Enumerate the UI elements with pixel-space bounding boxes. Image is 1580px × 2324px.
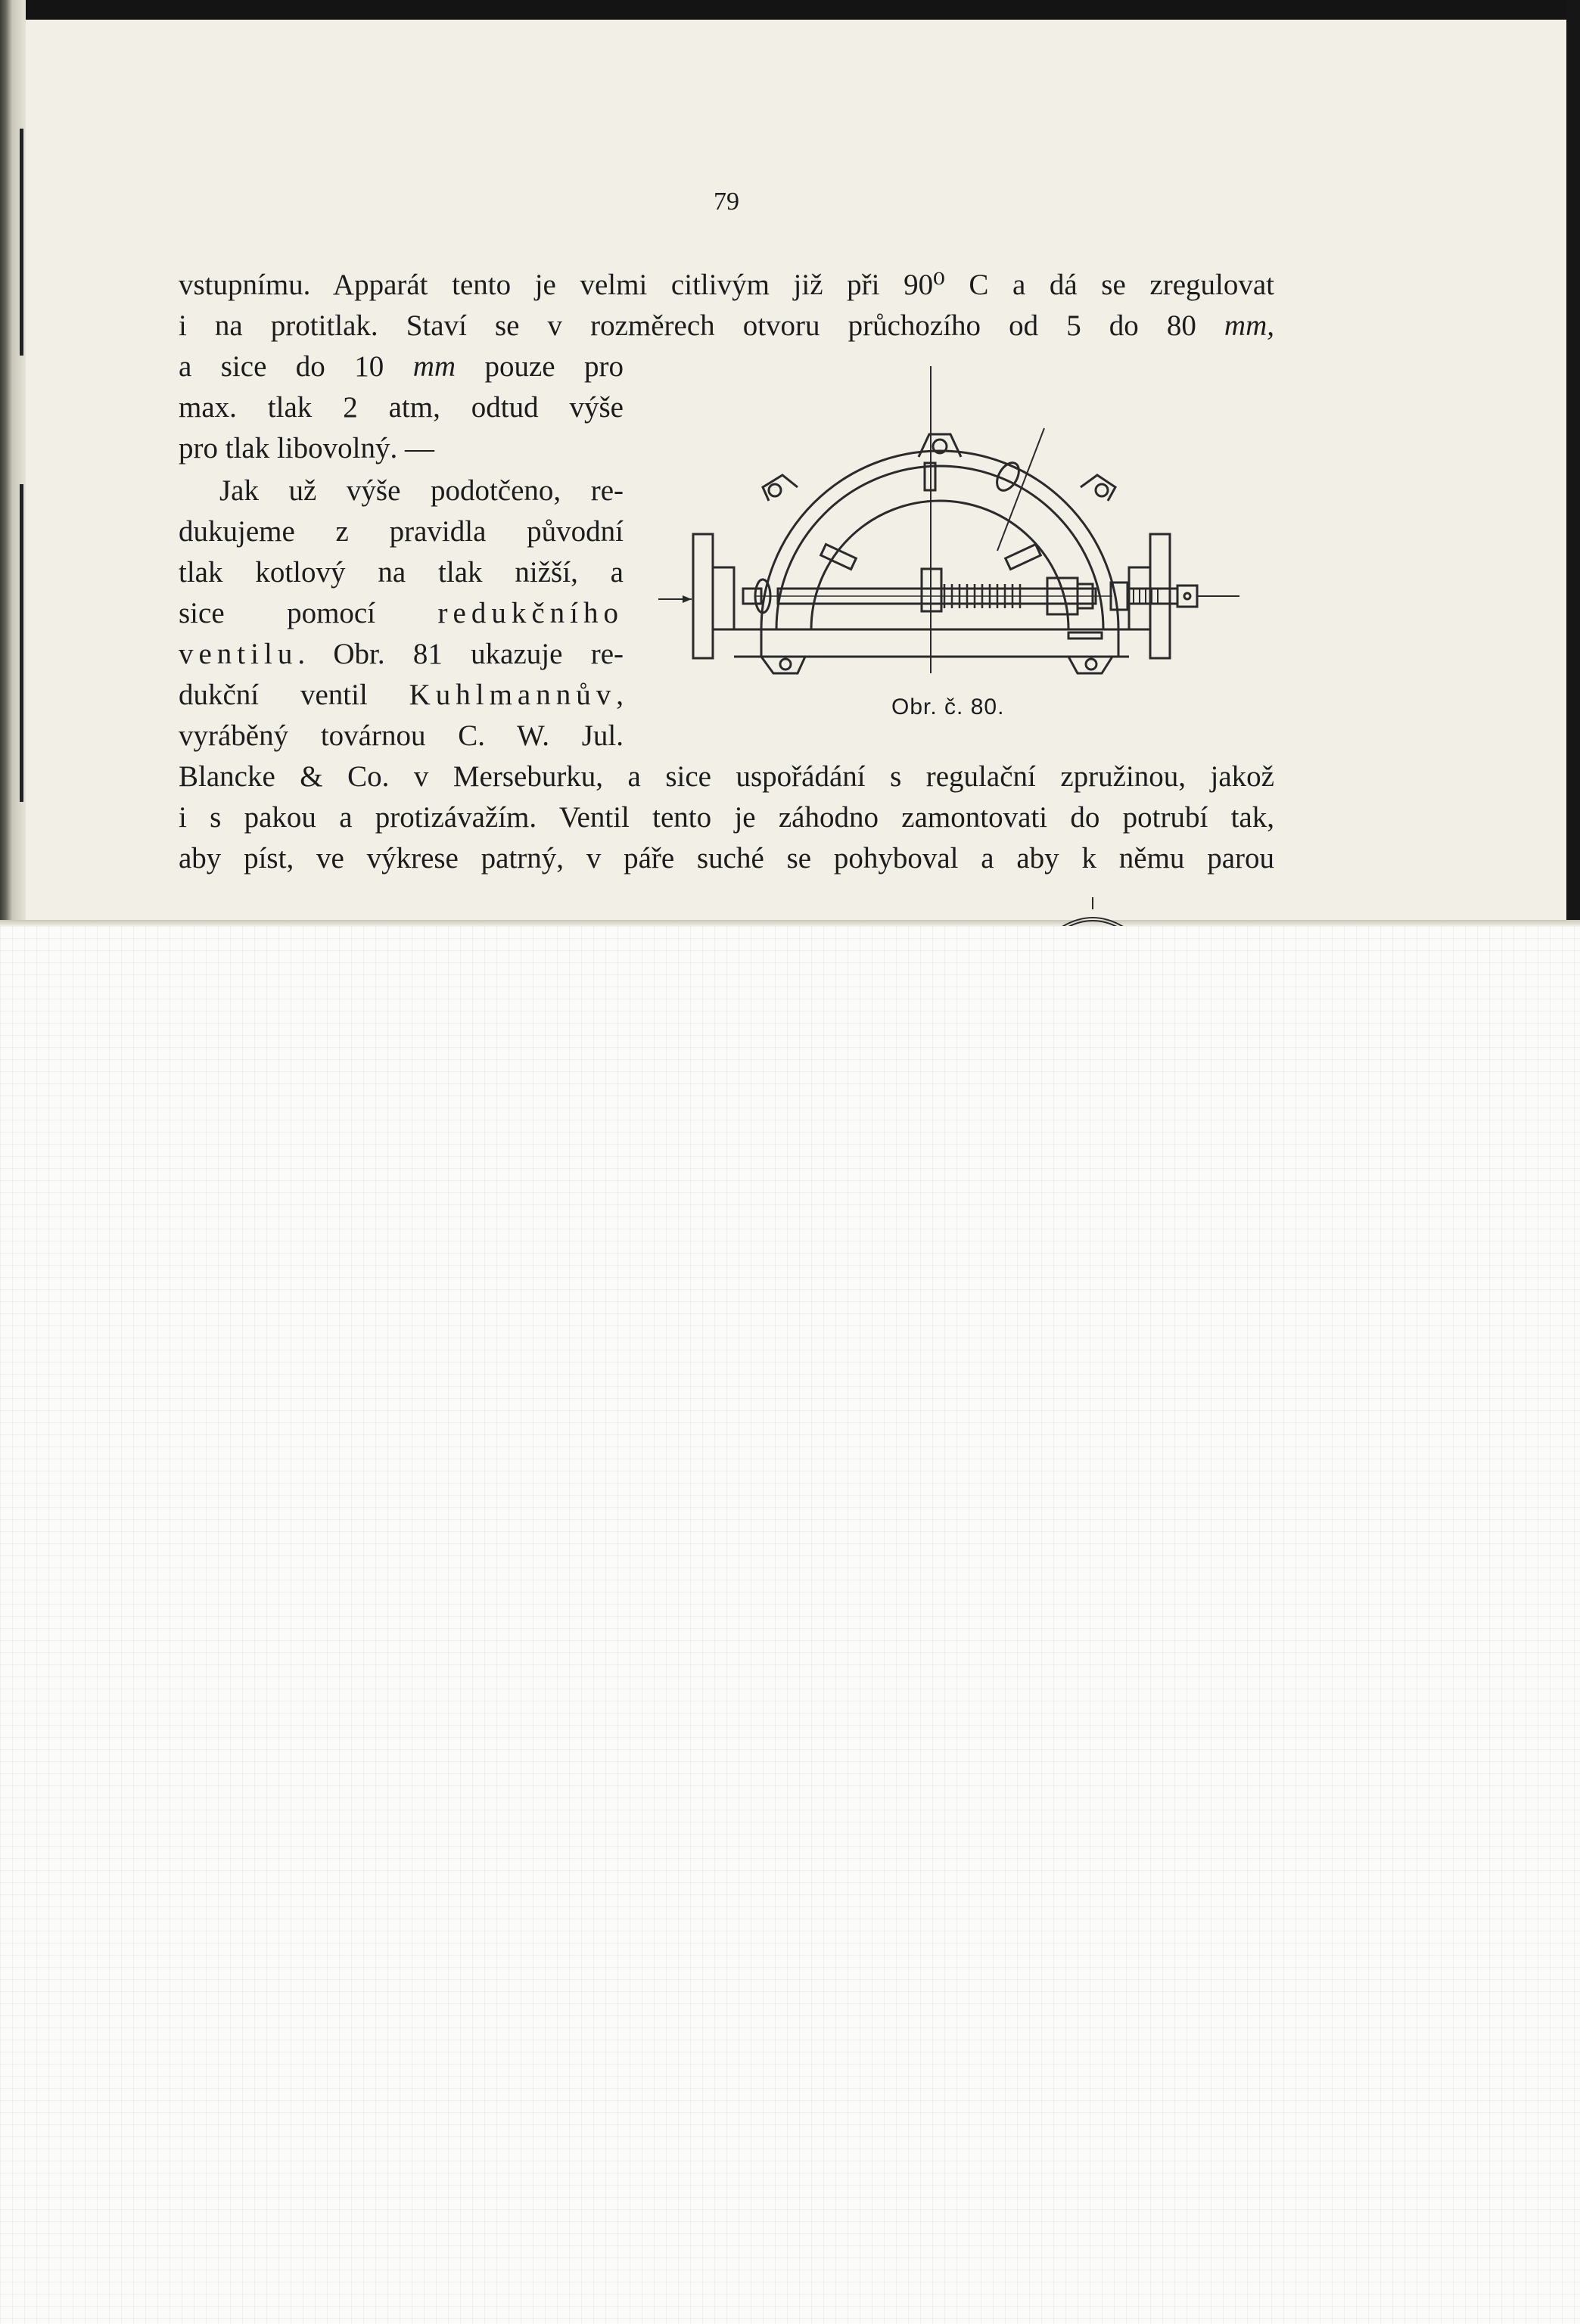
figure-valve-drawing — [649, 362, 1264, 719]
text-line-8: tlak kotlový na tlak nižší, a — [179, 556, 624, 589]
page-number: 79 — [714, 188, 739, 216]
text-line-10: ventilu. Obr. 81 ukazuje re- — [179, 638, 624, 670]
scan-bottom-edge — [0, 920, 1580, 926]
scan-top-border — [0, 0, 1580, 20]
valve-technical-drawing — [649, 362, 1264, 710]
text-line-13: Blancke & Co. v Merseburku, a sice uspořádání s regulační zpružinou, jakož — [179, 760, 1274, 793]
text-line-11: dukční ventil Kuhlmannův, — [179, 679, 624, 711]
text-line-1: vstupnímu. Apparát tento je velmi citlivým již při 90⁰ C a dá se zregulovat — [179, 269, 1274, 301]
binding-shadow — [20, 484, 23, 802]
text-line-7: dukujeme z pravidla původní — [179, 515, 624, 548]
scan-right-border — [1566, 0, 1580, 926]
text-line-15: aby píst, ve výkrese patrný, v páře suché se pohyboval a aby k němu parou — [179, 842, 1274, 875]
text-line-9: sice pomocí redukčního — [179, 597, 624, 629]
binding-shadow — [20, 129, 23, 356]
text-line-12: vyráběný továrnou C. W. Jul. — [179, 719, 624, 752]
text-line-4: max. tlak 2 atm, odtud výše — [179, 391, 624, 424]
text-line-3: a sice do 10 mm pouze pro — [179, 350, 624, 383]
text-line-6: Jak už výše podotčeno, re- — [219, 474, 624, 507]
empty-background — [0, 926, 1580, 2324]
next-figure-fragment — [1052, 897, 1135, 926]
text-line-5: pro tlak libovolný. — — [179, 432, 434, 464]
figure-caption: Obr. č. 80. — [891, 694, 1005, 719]
text-line-14: i s pakou a protizávažím. Ventil tento je záhodno zamontovati do potrubí tak, — [179, 801, 1274, 834]
scanned-page — [0, 0, 1580, 926]
text-line-2: i na protitlak. Staví se v rozměrech otvoru průchozího od 5 do 80 mm, — [179, 309, 1274, 342]
